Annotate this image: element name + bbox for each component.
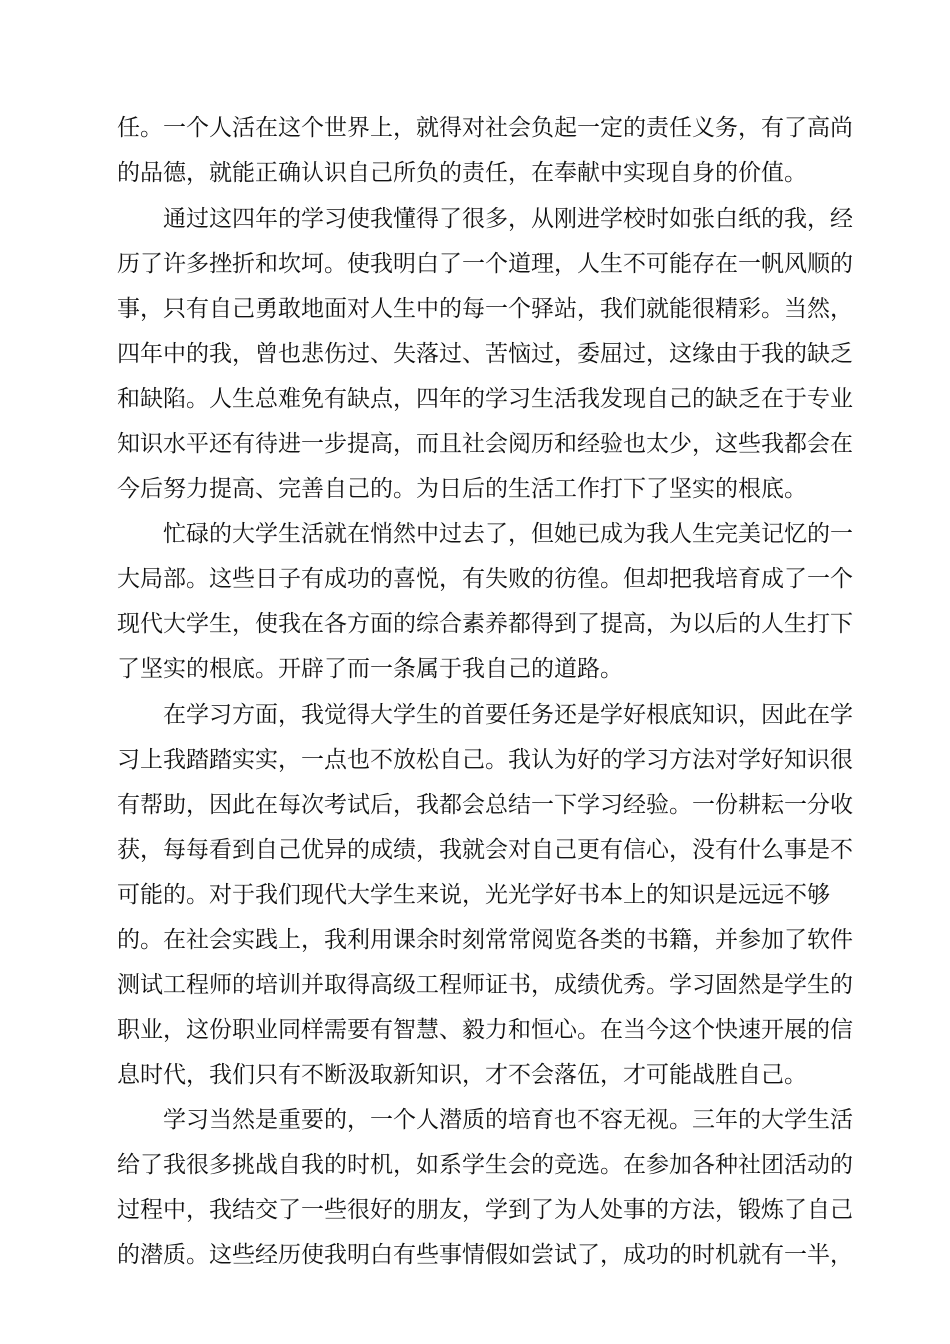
text-line: 通过这四年的学习使我懂得了很多，从刚进学校时如张白纸的我，经 xyxy=(163,206,853,232)
text-line: 息时代，我们只有不断汲取新知识，才不会落伍，才可能战胜自己。 xyxy=(117,1062,807,1088)
text-line: 习上我踏踏实实，一点也不放松自己。我认为好的学习方法对学好知识很 xyxy=(117,747,853,773)
text-line: 的。 xyxy=(117,927,163,953)
text-line: 忙碌的大学生活就在悄然中过去了，但她已成为我人生完美记忆的一 xyxy=(163,521,853,547)
text-line: 给了我很多挑战自我的时机，如系学生会的竞选。在参加各种社团活动的 xyxy=(117,1152,853,1178)
paragraph-four-years-study xyxy=(117,197,853,512)
text-line: 四年中的我，曾也悲伤过、失落过、苦恼过，委屈过，这缘由于我的缺乏 xyxy=(117,341,853,367)
text-line: 过程中，我结交了一些很好的朋友，学到了为人处事的方法，锻炼了自己 xyxy=(117,1197,853,1223)
text-line: 获，每每看到自己优异的成绩，我就会对自己更有信心，没有什么事是不 xyxy=(117,837,853,863)
text-line: 职业，这份职业同样需要有智慧、毅力和恒心。在当今这个快速开展的信 xyxy=(117,1017,853,1043)
text-line: 今后努力提高、完善自己的。为日后的生活工作打下了坚实的根底。 xyxy=(117,476,807,502)
paragraph-potential xyxy=(117,1098,853,1278)
text-line: 的品德，就能正确认识自己所负的责任，在奉献中实现自身的价值。 xyxy=(117,160,807,186)
text-line: 可能的。对于我们现代大学生来说，光光学好书本上的知识是远远不够 xyxy=(117,882,830,908)
text-line: 有帮助，因此在每次考试后，我都会总结一下学习经验。一份耕耘一分收 xyxy=(117,792,853,818)
text-line: 现代大学生，使我在各方面的综合素养都得到了提高，为以后的人生打下 xyxy=(117,611,853,637)
text-line: 了坚实的根底。开辟了而一条属于我自己的道路。 xyxy=(117,656,623,682)
text-line: 在学习方面，我觉得大学生的首要任务还是学好根底知识，因此在学 xyxy=(163,702,853,728)
paragraph-continuation xyxy=(117,106,853,196)
text-line: 知识水平还有待进一步提高，而且社会阅历和经验也太少，这些我都会在 xyxy=(117,431,853,457)
paragraph-social-practice xyxy=(117,918,853,1098)
text-line: 学习当然是重要的，一个人潜质的培育也不容无视。三年的大学生活 xyxy=(163,1107,853,1133)
text-line: 测试工程师的培训并取得高级工程师证书，成绩优秀。学习固然是学生的 xyxy=(117,972,853,998)
text-line: 历了许多挫折和坎坷。使我明白了一个道理，人生不可能存在一帆风顺的 xyxy=(117,251,853,277)
text-line: 的潜质。这些经历使我明白有些事情假如尝试了，成功的时机就有一半， xyxy=(117,1242,853,1268)
paragraph-college-life xyxy=(117,512,853,692)
text-line: 和缺陷。人生总难免有缺点，四年的学习生活我发现自己的缺乏在于专业 xyxy=(117,386,853,412)
text-line: 事，只有自己勇敢地面对人生中的每一个驿站，我们就能很精彩。当然， xyxy=(117,296,853,322)
text-line: 大局部。这些日子有成功的喜悦，有失败的彷徨。但却把我培育成了一个 xyxy=(117,566,853,592)
text-line: 在社会实践上，我利用课余时刻常常阅览各类的书籍，并参加了软件 xyxy=(163,927,853,953)
text-line: 任。一个人活在这个世界上，就得对社会负起一定的责任义务，有了高尚 xyxy=(117,115,853,141)
